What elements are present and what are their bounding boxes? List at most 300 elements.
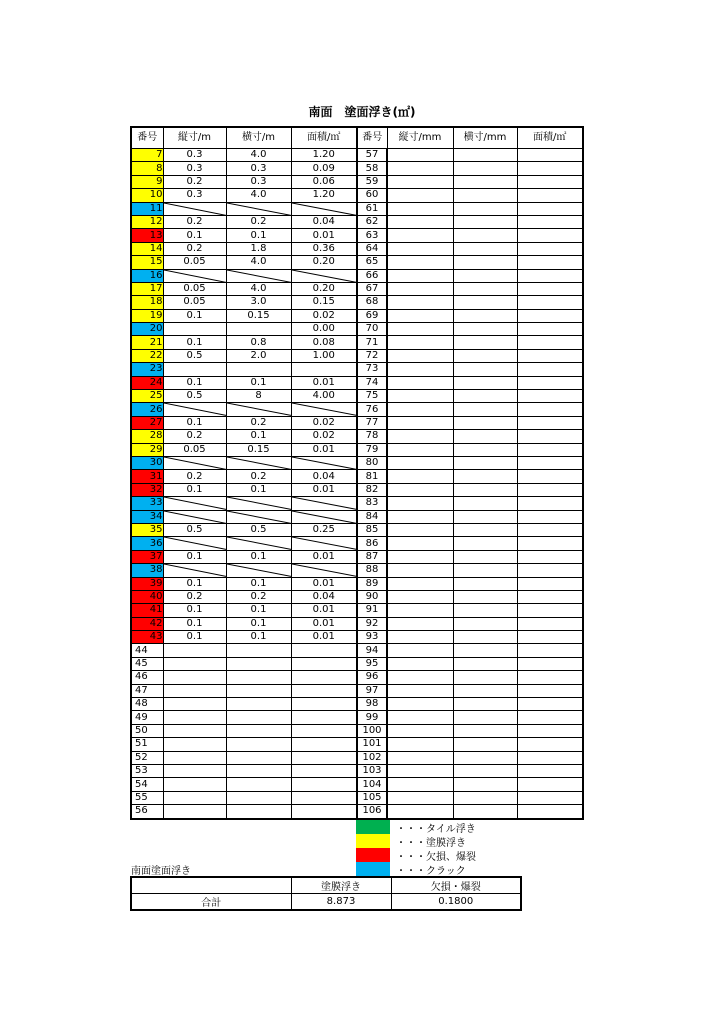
- empty-cell: [387, 537, 453, 550]
- area-cell: [291, 497, 357, 510]
- height-cell: [163, 456, 226, 469]
- row-number: 32: [131, 483, 163, 496]
- empty-cell: [517, 256, 583, 269]
- row-number-2: 77: [357, 416, 387, 429]
- row-number-2: 71: [357, 336, 387, 349]
- diagonal-line-icon: [164, 457, 226, 469]
- row-number: 25: [131, 390, 163, 403]
- empty-cell: [453, 269, 517, 282]
- row-number: 13: [131, 229, 163, 242]
- row-number: 23: [131, 363, 163, 376]
- diagonal-line-icon: [292, 564, 357, 576]
- empty-cell: [453, 215, 517, 228]
- empty-cell: [517, 403, 583, 416]
- row-number-2: 101: [357, 738, 387, 751]
- empty-cell: [517, 349, 583, 362]
- area-cell: [291, 657, 357, 670]
- row-number-2: 81: [357, 470, 387, 483]
- empty-cell: [453, 390, 517, 403]
- diagonal-line-icon: [164, 497, 226, 509]
- table-row: [131, 296, 583, 309]
- empty-cell: [453, 523, 517, 536]
- table-row: [131, 724, 583, 737]
- row-number: 19: [131, 309, 163, 322]
- area-cell: [291, 778, 357, 791]
- empty-cell: [517, 309, 583, 322]
- height-cell: [163, 764, 226, 777]
- height-cell: [163, 778, 226, 791]
- summary-col1-value: 8.873: [291, 894, 391, 911]
- empty-cell: [387, 738, 453, 751]
- width-cell: 4.0: [226, 189, 291, 202]
- table-row: [131, 202, 583, 215]
- area-cell: 0.04: [291, 590, 357, 603]
- row-number-2: 84: [357, 510, 387, 523]
- row-number-2: 62: [357, 215, 387, 228]
- row-number-2: 66: [357, 269, 387, 282]
- area-cell: 0.36: [291, 242, 357, 255]
- width-cell: [226, 698, 291, 711]
- height-cell: 0.2: [163, 175, 226, 188]
- row-number-2: 74: [357, 376, 387, 389]
- row-number: 8: [131, 162, 163, 175]
- area-cell: [291, 671, 357, 684]
- empty-cell: [387, 175, 453, 188]
- area-cell: 0.01: [291, 617, 357, 630]
- table-row: [131, 497, 583, 510]
- row-number-2: 93: [357, 631, 387, 644]
- empty-cell: [517, 189, 583, 202]
- area-cell: [291, 684, 357, 697]
- empty-cell: [387, 403, 453, 416]
- empty-cell: [453, 711, 517, 724]
- summary-table: [130, 876, 522, 911]
- empty-cell: [517, 550, 583, 563]
- empty-cell: [517, 671, 583, 684]
- table-row: [131, 738, 583, 751]
- row-number: 33: [131, 497, 163, 510]
- width-cell: [226, 403, 291, 416]
- legend-label: ・・・タイル浮き: [396, 823, 476, 835]
- empty-cell: [453, 349, 517, 362]
- area-cell: 0.20: [291, 256, 357, 269]
- diagonal-line-icon: [227, 564, 291, 576]
- row-number: 21: [131, 336, 163, 349]
- empty-cell: [453, 403, 517, 416]
- table-row: [131, 537, 583, 550]
- empty-cell: [387, 698, 453, 711]
- width-cell: [226, 671, 291, 684]
- table-row: [131, 510, 583, 523]
- width-cell: 0.1: [226, 604, 291, 617]
- area-cell: [291, 764, 357, 777]
- summary-empty-cell: [131, 877, 291, 894]
- row-number-2: 68: [357, 296, 387, 309]
- table-row: [131, 430, 583, 443]
- empty-cell: [387, 631, 453, 644]
- table-row: [131, 443, 583, 456]
- empty-cell: [387, 456, 453, 469]
- empty-cell: [387, 309, 453, 322]
- empty-cell: [387, 416, 453, 429]
- table-row: [131, 711, 583, 724]
- table-row: [131, 631, 583, 644]
- area-cell: 0.01: [291, 443, 357, 456]
- width-cell: 0.2: [226, 470, 291, 483]
- row-number: 35: [131, 523, 163, 536]
- empty-cell: [517, 537, 583, 550]
- legend-swatch: [356, 834, 390, 848]
- width-cell: [226, 764, 291, 777]
- summary-col2-value: 0.1800: [391, 894, 521, 911]
- width-cell: 0.2: [226, 590, 291, 603]
- legend-swatch: [356, 848, 390, 862]
- empty-cell: [387, 564, 453, 577]
- empty-cell: [517, 497, 583, 510]
- height-cell: [163, 363, 226, 376]
- empty-cell: [517, 363, 583, 376]
- empty-cell: [387, 215, 453, 228]
- empty-cell: [387, 269, 453, 282]
- width-cell: [226, 363, 291, 376]
- width-cell: [226, 269, 291, 282]
- empty-cell: [387, 510, 453, 523]
- width-cell: 0.1: [226, 631, 291, 644]
- row-number: 15: [131, 256, 163, 269]
- empty-cell: [453, 724, 517, 737]
- legend-label: ・・・塗膜浮き: [396, 837, 466, 849]
- empty-cell: [517, 791, 583, 804]
- row-number: 43: [131, 631, 163, 644]
- row-number-2: 65: [357, 256, 387, 269]
- diagonal-line-icon: [164, 537, 226, 549]
- row-number: 29: [131, 443, 163, 456]
- empty-cell: [517, 242, 583, 255]
- area-cell: [291, 805, 357, 819]
- width-cell: 0.2: [226, 416, 291, 429]
- row-number: 20: [131, 323, 163, 336]
- height-cell: [163, 805, 226, 819]
- width-cell: 4.0: [226, 282, 291, 295]
- area-cell: 0.08: [291, 336, 357, 349]
- summary-caption: 南面塗面浮き: [131, 866, 191, 877]
- empty-cell: [517, 390, 583, 403]
- empty-cell: [517, 269, 583, 282]
- table-row: [131, 309, 583, 322]
- area-cell: [291, 537, 357, 550]
- row-number: 48: [131, 698, 163, 711]
- row-number-2: 91: [357, 604, 387, 617]
- area-cell: 0.04: [291, 470, 357, 483]
- height-cell: 0.2: [163, 242, 226, 255]
- table-row: [131, 269, 583, 282]
- row-number: 7: [131, 149, 163, 162]
- empty-cell: [453, 778, 517, 791]
- height-cell: [163, 403, 226, 416]
- height-cell: [163, 269, 226, 282]
- area-cell: 0.01: [291, 229, 357, 242]
- row-number: 38: [131, 564, 163, 577]
- width-cell: 2.0: [226, 349, 291, 362]
- row-number-2: 64: [357, 242, 387, 255]
- diagonal-line-icon: [292, 203, 357, 215]
- row-number-2: 61: [357, 202, 387, 215]
- empty-cell: [387, 363, 453, 376]
- area-cell: 0.02: [291, 430, 357, 443]
- empty-cell: [517, 698, 583, 711]
- legend-swatch: [356, 820, 390, 834]
- empty-cell: [387, 604, 453, 617]
- width-cell: [226, 778, 291, 791]
- empty-cell: [453, 162, 517, 175]
- row-number-2: 89: [357, 577, 387, 590]
- width-cell: 8: [226, 390, 291, 403]
- row-number-2: 73: [357, 363, 387, 376]
- area-cell: 0.09: [291, 162, 357, 175]
- empty-cell: [453, 577, 517, 590]
- empty-cell: [453, 738, 517, 751]
- row-number: 44: [131, 644, 163, 657]
- diagonal-line-icon: [227, 270, 291, 282]
- diagonal-line-icon: [164, 564, 226, 576]
- column-header: 横寸/mm: [453, 127, 517, 149]
- empty-cell: [387, 671, 453, 684]
- legend-item: [356, 820, 476, 834]
- empty-cell: [453, 202, 517, 215]
- diagonal-line-icon: [164, 270, 226, 282]
- table-row: [131, 242, 583, 255]
- height-cell: 0.3: [163, 189, 226, 202]
- empty-cell: [453, 242, 517, 255]
- empty-cell: [453, 189, 517, 202]
- empty-cell: [453, 149, 517, 162]
- row-number: 56: [131, 805, 163, 819]
- diagonal-line-icon: [227, 203, 291, 215]
- height-cell: [163, 711, 226, 724]
- empty-cell: [453, 296, 517, 309]
- height-cell: 0.1: [163, 229, 226, 242]
- table-row: [131, 791, 583, 804]
- empty-cell: [453, 430, 517, 443]
- empty-cell: [517, 229, 583, 242]
- table-row: [131, 229, 583, 242]
- empty-cell: [387, 149, 453, 162]
- legend-label: ・・・欠損、爆裂: [396, 851, 476, 863]
- empty-cell: [387, 443, 453, 456]
- empty-cell: [387, 644, 453, 657]
- area-cell: 0.01: [291, 604, 357, 617]
- row-number: 14: [131, 242, 163, 255]
- area-cell: 0.01: [291, 376, 357, 389]
- area-cell: 4.00: [291, 390, 357, 403]
- empty-cell: [387, 523, 453, 536]
- empty-cell: [387, 483, 453, 496]
- empty-cell: [387, 764, 453, 777]
- width-cell: 0.1: [226, 229, 291, 242]
- empty-cell: [517, 711, 583, 724]
- row-number: 51: [131, 738, 163, 751]
- table-row: [131, 175, 583, 188]
- row-number-2: 85: [357, 523, 387, 536]
- empty-cell: [453, 323, 517, 336]
- width-cell: [226, 684, 291, 697]
- empty-cell: [387, 189, 453, 202]
- legend-item: [356, 848, 476, 862]
- empty-cell: [387, 256, 453, 269]
- table-row: [131, 684, 583, 697]
- height-cell: [163, 791, 226, 804]
- row-number: 22: [131, 349, 163, 362]
- width-cell: [226, 738, 291, 751]
- empty-cell: [517, 657, 583, 670]
- table-row: [131, 376, 583, 389]
- diagonal-line-icon: [292, 537, 357, 549]
- area-cell: [291, 269, 357, 282]
- area-cell: 0.01: [291, 550, 357, 563]
- row-number: 17: [131, 282, 163, 295]
- row-number: 31: [131, 470, 163, 483]
- empty-cell: [387, 430, 453, 443]
- width-cell: [226, 564, 291, 577]
- row-number: 55: [131, 791, 163, 804]
- empty-cell: [517, 215, 583, 228]
- height-cell: 0.5: [163, 349, 226, 362]
- table-row: [131, 698, 583, 711]
- height-cell: 0.1: [163, 416, 226, 429]
- diagonal-line-icon: [227, 403, 291, 415]
- row-number-2: 99: [357, 711, 387, 724]
- row-number-2: 88: [357, 564, 387, 577]
- area-cell: 0.00: [291, 323, 357, 336]
- empty-cell: [517, 336, 583, 349]
- width-cell: 0.2: [226, 215, 291, 228]
- width-cell: [226, 644, 291, 657]
- row-number-2: 87: [357, 550, 387, 563]
- empty-cell: [517, 778, 583, 791]
- row-number-2: 60: [357, 189, 387, 202]
- empty-cell: [517, 577, 583, 590]
- height-cell: [163, 323, 226, 336]
- empty-cell: [453, 336, 517, 349]
- width-cell: [226, 537, 291, 550]
- row-number: 36: [131, 537, 163, 550]
- height-cell: 0.1: [163, 309, 226, 322]
- empty-cell: [453, 617, 517, 630]
- width-cell: 0.3: [226, 162, 291, 175]
- row-number-2: 69: [357, 309, 387, 322]
- diagonal-line-icon: [227, 511, 291, 523]
- column-header: 縦寸/mm: [387, 127, 453, 149]
- empty-cell: [387, 390, 453, 403]
- row-number-2: 102: [357, 751, 387, 764]
- width-cell: 0.8: [226, 336, 291, 349]
- row-number-2: 79: [357, 443, 387, 456]
- height-cell: 0.05: [163, 256, 226, 269]
- empty-cell: [517, 443, 583, 456]
- height-cell: [163, 738, 226, 751]
- area-cell: [291, 738, 357, 751]
- row-number-2: 72: [357, 349, 387, 362]
- header-row: [131, 127, 583, 149]
- area-cell: [291, 456, 357, 469]
- height-cell: [163, 497, 226, 510]
- table-row: [131, 349, 583, 362]
- width-cell: 0.1: [226, 483, 291, 496]
- area-cell: [291, 751, 357, 764]
- row-number: 42: [131, 617, 163, 630]
- empty-cell: [517, 470, 583, 483]
- empty-cell: [517, 175, 583, 188]
- diagonal-line-icon: [292, 497, 357, 509]
- width-cell: [226, 323, 291, 336]
- empty-cell: [387, 617, 453, 630]
- height-cell: 0.2: [163, 430, 226, 443]
- row-number: 26: [131, 403, 163, 416]
- table-row: [131, 671, 583, 684]
- empty-cell: [517, 590, 583, 603]
- row-number-2: 92: [357, 617, 387, 630]
- empty-cell: [387, 202, 453, 215]
- height-cell: [163, 510, 226, 523]
- empty-cell: [453, 470, 517, 483]
- height-cell: 0.1: [163, 376, 226, 389]
- empty-cell: [387, 296, 453, 309]
- height-cell: 0.05: [163, 443, 226, 456]
- table-row: [131, 751, 583, 764]
- row-number-2: 82: [357, 483, 387, 496]
- width-cell: 0.1: [226, 617, 291, 630]
- width-cell: 0.1: [226, 430, 291, 443]
- area-cell: 0.02: [291, 416, 357, 429]
- empty-cell: [387, 349, 453, 362]
- width-cell: [226, 657, 291, 670]
- empty-cell: [517, 416, 583, 429]
- height-cell: 0.5: [163, 390, 226, 403]
- empty-cell: [387, 751, 453, 764]
- row-number: 39: [131, 577, 163, 590]
- width-cell: [226, 510, 291, 523]
- empty-cell: [517, 631, 583, 644]
- row-number: 34: [131, 510, 163, 523]
- row-number-2: 96: [357, 671, 387, 684]
- empty-cell: [517, 764, 583, 777]
- empty-cell: [517, 282, 583, 295]
- table-row: [131, 805, 583, 819]
- row-number-2: 90: [357, 590, 387, 603]
- width-cell: [226, 497, 291, 510]
- area-cell: [291, 202, 357, 215]
- empty-cell: [453, 256, 517, 269]
- empty-cell: [517, 456, 583, 469]
- height-cell: 0.2: [163, 215, 226, 228]
- table-row: [131, 778, 583, 791]
- table-row: [131, 590, 583, 603]
- area-cell: [291, 403, 357, 416]
- column-header: 横寸/m: [226, 127, 291, 149]
- empty-cell: [453, 443, 517, 456]
- height-cell: 0.1: [163, 483, 226, 496]
- row-number-2: 57: [357, 149, 387, 162]
- empty-cell: [453, 282, 517, 295]
- row-number: 18: [131, 296, 163, 309]
- empty-cell: [453, 229, 517, 242]
- area-cell: 0.01: [291, 577, 357, 590]
- legend-item: [356, 862, 476, 876]
- row-number-2: 95: [357, 657, 387, 670]
- table-row: [131, 162, 583, 175]
- diagonal-line-icon: [292, 270, 357, 282]
- empty-cell: [517, 751, 583, 764]
